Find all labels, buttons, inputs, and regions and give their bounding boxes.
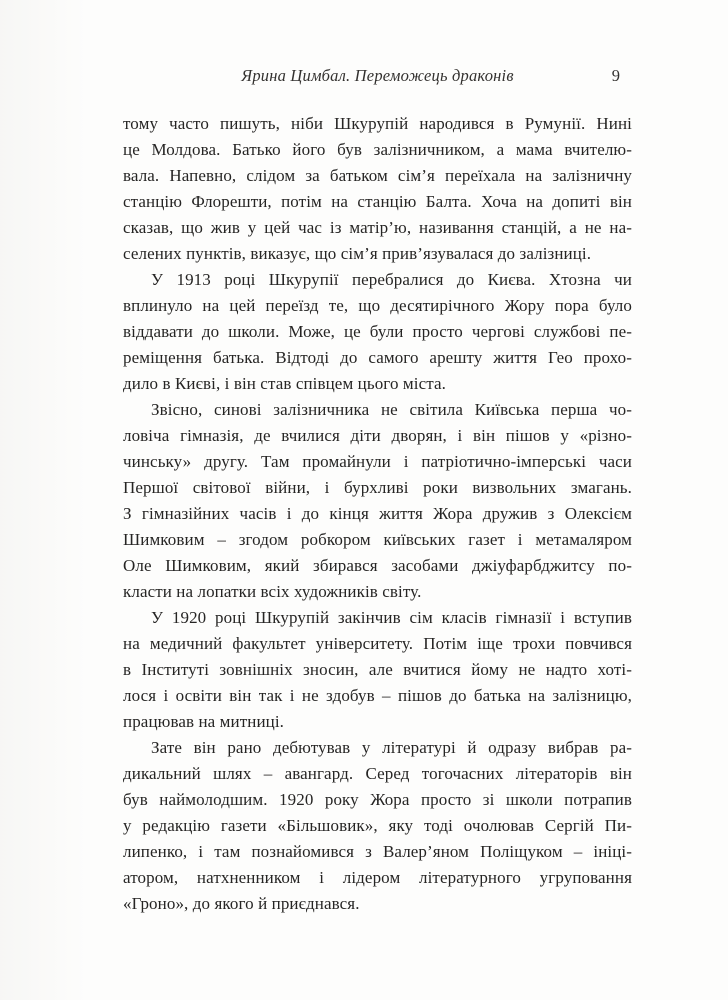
paragraph (123, 111, 632, 267)
text-line: З гімназійних часів і до кінця життя Жора дружив з Олексієм (123, 504, 632, 523)
text-line: Першої світової війни, і бурхливі роки визвольних змагань. (123, 478, 632, 497)
text-line: був наймолодшим. 1920 року Жора просто зі школи потрапив (123, 790, 632, 809)
text-line: Зате він рано дебютував у літературі й одразу вибрав ра- (151, 738, 632, 757)
text-line: в Інституті зовнішніх зносин, але вчитися йому не надто хоті- (123, 660, 632, 679)
text-line: Звісно, синові залізничника не світила Київська перша чо- (151, 400, 632, 419)
paragraph (123, 735, 632, 917)
text-line: ловіча гімназія, де вчилися діти дворян, і він пішов у «різно- (123, 426, 632, 445)
text-line: У 1913 році Шкурупії перебралися до Києва. Хтозна чи (151, 270, 632, 289)
text-line: віддавати до школи. Може, це були просто чергові службові пе- (123, 322, 632, 341)
text-line: вплинуло на цей переїзд те, що десятирічного Жору пора було (123, 296, 632, 315)
text-line: У 1920 році Шкурупій закінчив сім класів гімназії і вступив (151, 608, 632, 627)
text-line: це Молдова. Батько його був залізничником, а мама вчителю- (123, 140, 632, 159)
text-line: Оле Шимковим, який збирався засобами джіуфарбджитсу по- (123, 556, 632, 575)
text-line: Шимковим – згодом робкором київських газет і метамаляром (123, 530, 632, 549)
text-line: класти на лопатки всіх художників світу. (123, 582, 422, 601)
text-line: чинську» другу. Там промайнули і патріотично-імперські часи (123, 452, 632, 471)
text-line: сказав, що жив у цей час із матір’ю, називання станцій, а не на- (123, 218, 632, 237)
text-line: дило в Києві, і він став співцем цього міста. (123, 374, 446, 393)
text-line: «Гроно», до якого й приєднався. (123, 894, 360, 913)
text-line: дикальний шлях – авангард. Серед тогочасних літераторів він (123, 764, 632, 783)
text-line: у редакцію газети «Більшовик», яку тоді очолював Сергій Пи- (123, 816, 632, 835)
text-line: на медичний факультет університету. Потім іще трохи повчився (123, 634, 632, 653)
text-line: тому часто пишуть, ніби Шкурупій народився в Румунії. Нині (123, 114, 632, 133)
page-number: 9 (611, 66, 620, 85)
running-title: Ярина Цимбал. Переможець драконів (241, 66, 514, 85)
text-line: станцію Флорешти, потім на станцію Балта. Хоча на допиті він (123, 192, 632, 211)
paragraph (123, 397, 632, 605)
text-line: вала. Напевно, слідом за батьком сім’я переїхала на залізничну (123, 166, 632, 185)
text-line: лося і освіти він так і не здобув – пішов до батька на залізницю, (123, 686, 632, 705)
text-line: селених пунктів, виказує, що сім’я прив’язувалася до залізниці. (123, 244, 592, 263)
body-text (123, 111, 632, 917)
text-line: реміщення батька. Відтоді до самого арешту життя Гео прохо- (123, 348, 632, 367)
text-line: атором, натхненником і лідером літературного угруповання (123, 868, 632, 887)
text-line: працював на митниці. (123, 712, 285, 731)
paragraph (123, 605, 632, 735)
text-line: липенко, і там познайомився з Валер’яном Поліщуком – ініці- (123, 842, 632, 861)
paragraph (123, 267, 632, 397)
running-header (123, 63, 632, 89)
